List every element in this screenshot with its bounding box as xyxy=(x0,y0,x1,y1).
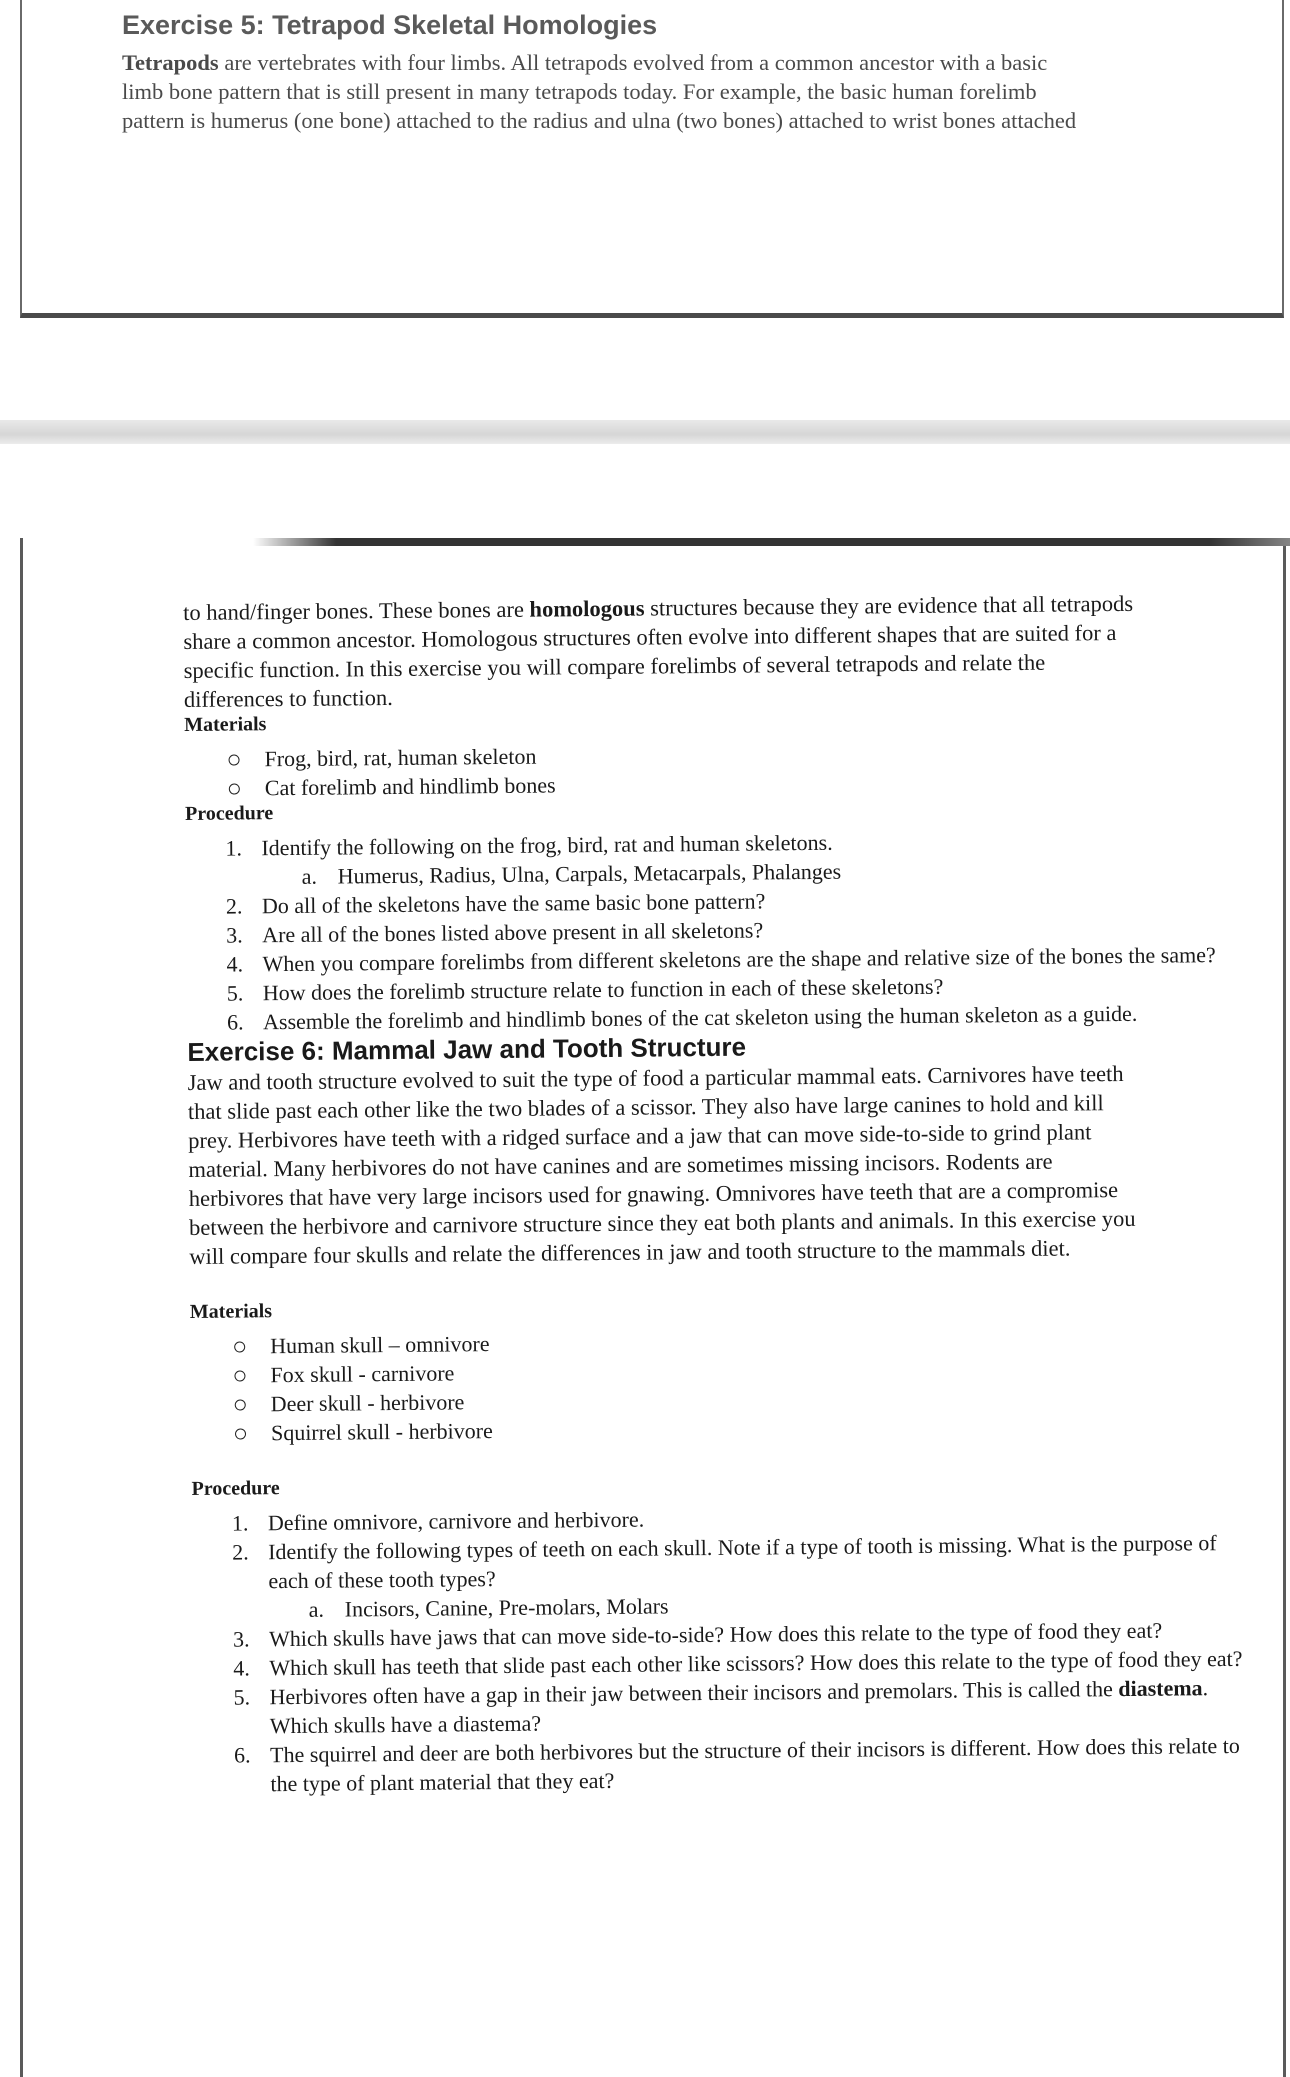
item-number: 5. xyxy=(233,1684,251,1710)
item-number: 3. xyxy=(232,1626,250,1652)
exercise5-intro xyxy=(122,48,1212,135)
intro-line-2: limb bone pattern that is still present in many tetrapods today. For example, the basic human forelimb xyxy=(122,79,1037,104)
ex5-materials-list xyxy=(228,735,1235,803)
list-item: Fox skull - carnivore xyxy=(234,1351,1240,1390)
ex6-line-6: between the herbivore and carnivore structure since they eat both plants and animals. In this exercise you xyxy=(188,1205,1136,1240)
item-text-before: Herbivores often have a gap in their jaw between their incisors and premolars. This is called the xyxy=(269,1676,1119,1710)
item-number: 6. xyxy=(226,1009,244,1035)
item-text: The squirrel and deer are both herbivores but the structure of their incisors is different. How does this relate to the type of plant material that they eat? xyxy=(269,1732,1240,1797)
item-number: 1. xyxy=(231,1510,249,1536)
list-item: Cat forelimb and hindlimb bones xyxy=(229,764,1235,803)
list-item: Squirrel skull - herbivore xyxy=(235,1409,1241,1448)
cont-line-1a: to hand/finger bones. These bones are xyxy=(183,596,530,625)
term-homologous: homologous xyxy=(529,595,645,622)
ex6-procedure-list xyxy=(232,1499,1245,1799)
page-content xyxy=(183,588,1244,1799)
item-number: 4. xyxy=(226,951,244,977)
exercise6-paragraph xyxy=(188,1058,1240,1271)
ex6-line-7: will compare four skulls and relate the differences in jaw and tooth structure to the mammals diet. xyxy=(189,1235,1071,1269)
intro-line-3: pattern is humerus (one bone) attached to the radius and ulna (two bones) attached to wrist bones attached xyxy=(122,108,1077,133)
page-top-rule xyxy=(253,538,1290,546)
item-number: 2. xyxy=(232,1539,249,1565)
ex5-materials-heading: Materials xyxy=(184,713,267,736)
item-text: Do all of the skeletons have the same basic bone pattern? xyxy=(261,888,766,919)
page-separator xyxy=(0,420,1290,444)
item-text: Assemble the forelimb and hindlimb bones of the cat skeleton using the human skeleton as a guide. xyxy=(262,1000,1138,1035)
procedure-item xyxy=(232,1528,1243,1625)
subitem-text: Incisors, Canine, Pre-molars, Molars xyxy=(344,1593,669,1622)
ex6-line-2: that slide past each other like the two blades of a scissor. They also have large canines to hold and kill xyxy=(187,1090,1104,1124)
ex6-line-3: prey. Herbivores have teeth with a ridged surface and a jaw that can move side-to-side to grind plant xyxy=(188,1119,1092,1153)
list-item: Frog, bird, rat, human skeleton xyxy=(228,735,1234,774)
page-bottom xyxy=(20,538,1286,2077)
item-text: Are all of the bones listed above present in all skeletons? xyxy=(262,917,764,948)
ex5-procedure-heading: Procedure xyxy=(184,802,274,825)
list-item: Deer skull - herbivore xyxy=(235,1380,1241,1419)
cont-line-1b: structures because they are evidence that all tetrapods xyxy=(644,590,1134,621)
ex6-line-1: Jaw and tooth structure evolved to suit the type of food a particular mammal eats. Carnivores have teeth xyxy=(187,1060,1124,1095)
item-text: When you compare forelimbs from different skeletons are the shape and relative size of the bones the same? xyxy=(262,942,1216,977)
page-top-fragment xyxy=(20,0,1284,318)
item-number: 5. xyxy=(226,980,244,1006)
exercise5-title: Exercise 5: Tetrapod Skeletal Homologies xyxy=(122,10,658,40)
item-text: Identify the following on the frog, bird, rat and human skeletons. xyxy=(261,829,833,861)
subitem-letter: a. xyxy=(308,1596,325,1622)
item-number: 4. xyxy=(233,1655,250,1681)
ex6-materials-list xyxy=(234,1322,1241,1448)
intro-line-1: are vertebrates with four limbs. All tetrapods evolved from a common ancestor with a basic xyxy=(218,50,1048,75)
subitem-text: Humerus, Radius, Ulna, Carpals, Metacarpals, Phalanges xyxy=(337,858,842,889)
ex5-procedure-list xyxy=(225,824,1237,1037)
item-number: 3. xyxy=(226,922,243,948)
item-text: Which skulls have jaws that can move side-to-side? How does this relate to the type of food they eat? xyxy=(268,1617,1163,1652)
item-text: How does the forelimb structure relate to function in each of these skeletons? xyxy=(262,973,944,1006)
item-text: Which skull has teeth that slide past each other like scissors? How does this relate to the type of food they eat? xyxy=(269,1645,1243,1681)
ex6-procedure-heading: Procedure xyxy=(191,1477,280,1500)
cont-line-2: share a common ancestor. Homologous structures often evolve into different shapes that are suited for a xyxy=(183,620,1117,654)
item-text: Define omnivore, carnivore and herbivore. xyxy=(267,1506,645,1536)
item-text: Identify the following types of teeth on each skull. Note if a type of tooth is missing. What is the purpose of each of these tooth types? xyxy=(268,1530,1217,1594)
exercise5-continued xyxy=(183,588,1234,714)
exercise6-title: Exercise 6: Mammal Jaw and Tooth Structure xyxy=(187,1031,747,1067)
ex6-line-4: material. Many herbivores do not have canines and are sometimes missing incisors. Rodents are xyxy=(188,1148,1053,1182)
cont-line-3: specific function. In this exercise you will compare forelimbs of several tetrapods and relate the xyxy=(183,649,1046,683)
item-text-after: . Which skulls have a diastema? xyxy=(269,1675,1209,1739)
item-number: 2. xyxy=(225,893,243,919)
list-item: Human skull – omnivore xyxy=(234,1322,1240,1361)
subitem-letter: a. xyxy=(301,863,318,889)
procedure-item xyxy=(225,824,1236,892)
term-diastema: diastema xyxy=(1118,1675,1203,1702)
procedure-item xyxy=(234,1731,1245,1799)
procedure-item xyxy=(233,1673,1244,1741)
ex6-materials-heading: Materials xyxy=(189,1300,273,1323)
item-number: 6. xyxy=(233,1742,251,1768)
cont-line-4: differences to function. xyxy=(183,684,393,712)
item-number: 1. xyxy=(225,835,243,861)
term-tetrapods: Tetrapods xyxy=(122,50,219,75)
ex6-line-5: herbivores that have very large incisors used for gnawing. Omnivores have teeth that are a compromise xyxy=(188,1177,1119,1211)
